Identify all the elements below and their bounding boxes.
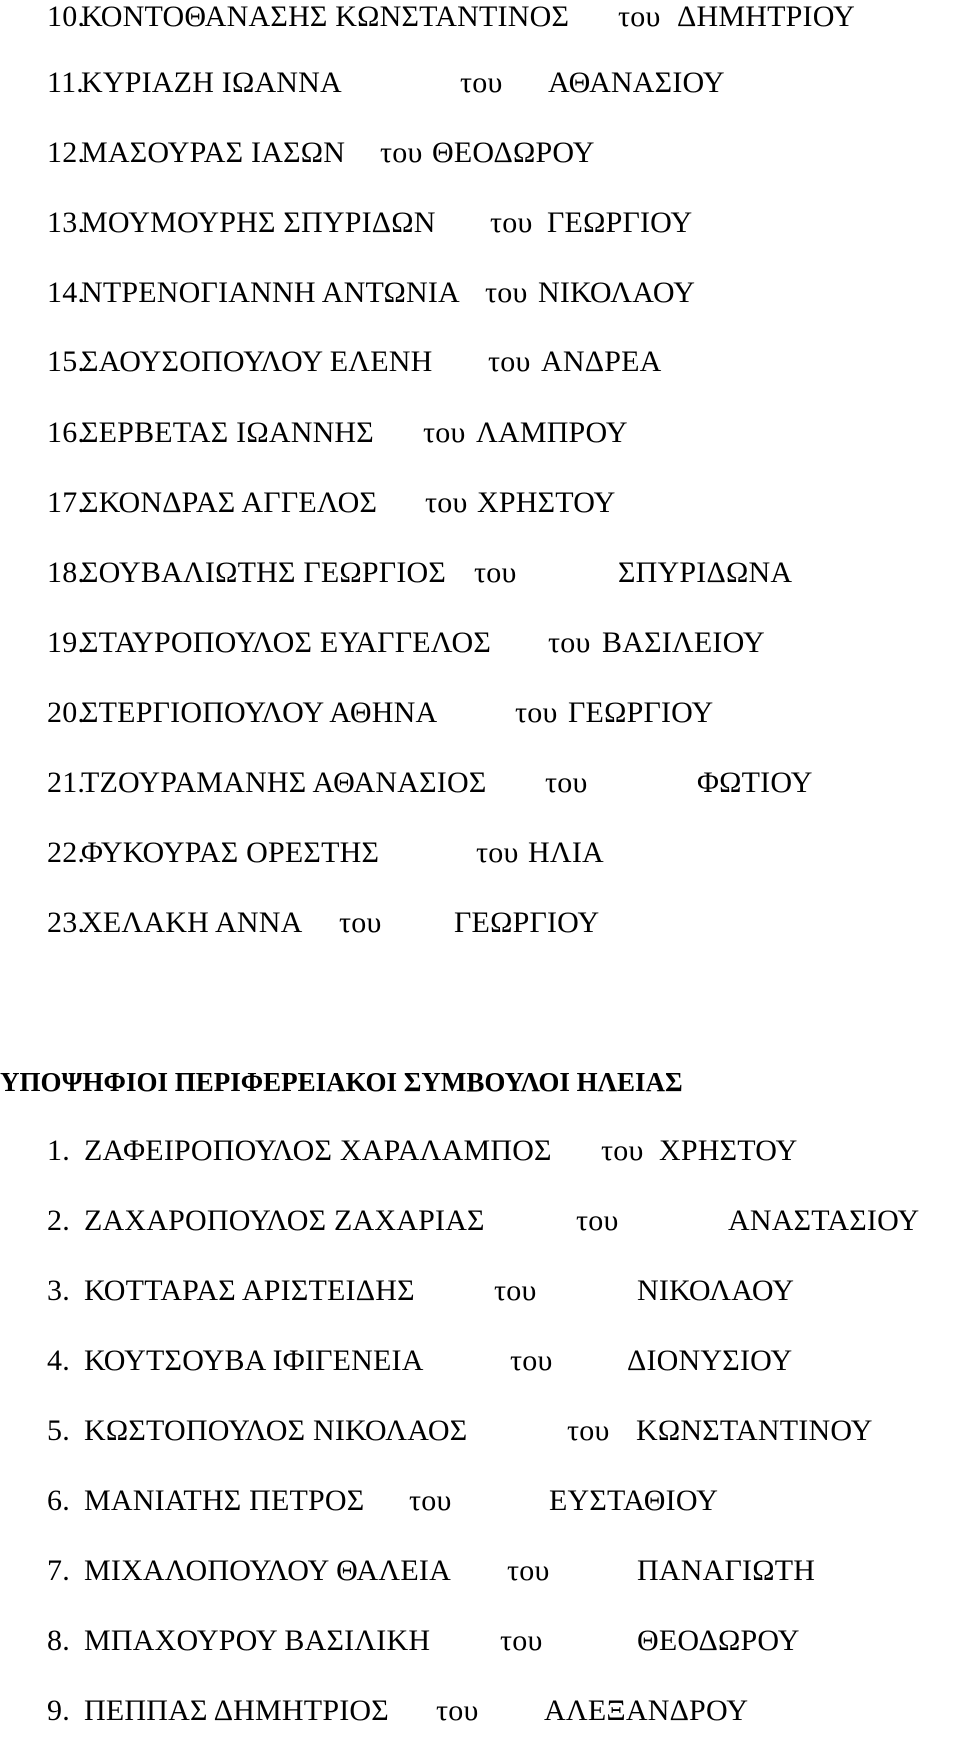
item-father: ΦΩΤΙΟΥ	[697, 766, 813, 799]
item-of: του	[339, 906, 382, 939]
item-father: ΝΙΚΟΛΑΟΥ	[538, 276, 696, 309]
item-of: του	[515, 696, 558, 729]
item-name: ΜΙΧΑΛΟΠΟΥΛΟΥ ΘΑΛΕΙΑ	[84, 1554, 451, 1587]
item-name: ΣΤΕΡΓΙΟΠΟΥΛΟΥ ΑΘΗΝΑ	[81, 696, 438, 729]
item-number: 10.	[47, 0, 86, 33]
item-name: ΣΑΟΥΣΟΠΟΥΛΟΥ ΕΛΕΝΗ	[81, 345, 433, 378]
item-father: ΕΥΣΤΑΘΙΟΥ	[549, 1484, 719, 1517]
item-father: ΓΕΩΡΓΙΟΥ	[568, 696, 714, 729]
item-number: 7.	[47, 1554, 70, 1587]
item-father: ΔΗΜΗΤΡΙΟΥ	[677, 0, 855, 33]
item-father: ΧΡΗΣΤΟΥ	[659, 1134, 798, 1167]
item-number: 12.	[47, 136, 86, 169]
item-number: 18.	[47, 556, 86, 589]
item-name: ΜΑΝΙΑΤΗΣ ΠΕΤΡΟΣ	[84, 1484, 365, 1517]
item-of: του	[485, 276, 528, 309]
item-of: του	[545, 766, 588, 799]
item-name: ΦΥΚΟΥΡΑΣ ΟΡΕΣΤΗΣ	[81, 836, 380, 869]
section-heading: ΥΠΟΨΗΦΙΟΙ ΠΕΡΙΦΕΡΕΙΑΚΟΙ ΣΥΜΒΟΥΛΟΙ ΗΛΕΙΑΣ	[0, 1067, 683, 1097]
item-number: 15.	[47, 345, 86, 378]
item-of: του	[476, 836, 519, 869]
item-of: του	[567, 1414, 610, 1447]
item-name: ΤΖΟΥΡΑΜΑΝΗΣ ΑΘΑΝΑΣΙΟΣ	[81, 766, 487, 799]
item-number: 5.	[47, 1414, 70, 1447]
item-father: ΚΩΝΣΤΑΝΤΙΝΟΥ	[636, 1414, 873, 1447]
item-of: του	[576, 1204, 619, 1237]
item-name: ΖΑΦΕΙΡΟΠΟΥΛΟΣ ΧΑΡΑΛΑΜΠΟΣ	[84, 1134, 552, 1167]
item-number: 20.	[47, 696, 86, 729]
item-father: ΒΑΣΙΛΕΙΟΥ	[602, 626, 765, 659]
item-father: ΑΝΑΣΤΑΣΙΟΥ	[728, 1204, 920, 1237]
item-of: του	[423, 416, 466, 449]
item-father: ΑΝΔΡΕΑ	[541, 345, 662, 378]
item-name: ΝΤΡΕΝΟΓΙΑΝΝΗ ΑΝΤΩΝΙΑ	[81, 276, 460, 309]
item-number: 9.	[47, 1694, 70, 1727]
item-name: ΜΠΑΧΟΥΡΟΥ ΒΑΣΙΛΙΚΗ	[84, 1624, 431, 1657]
item-father: ΑΛΕΞΑΝΔΡΟΥ	[544, 1694, 749, 1727]
item-father: ΗΛΙΑ	[528, 836, 604, 869]
item-name: ΚΟΥΤΣΟΥΒΑ ΙΦΙΓΕΝΕΙΑ	[84, 1344, 424, 1377]
item-number: 22.	[47, 836, 86, 869]
item-of: του	[494, 1274, 537, 1307]
item-father: ΝΙΚΟΛΑΟΥ	[637, 1274, 795, 1307]
item-father: ΓΕΩΡΓΙΟΥ	[547, 206, 693, 239]
item-father: ΣΠΥΡΙΔΩΝΑ	[618, 556, 793, 589]
item-number: 4.	[47, 1344, 70, 1377]
item-number: 13.	[47, 206, 86, 239]
item-father: ΧΡΗΣΤΟΥ	[477, 486, 616, 519]
item-of: του	[488, 345, 531, 378]
item-number: 8.	[47, 1624, 70, 1657]
item-of: του	[436, 1694, 479, 1727]
item-name: ΜΟΥΜΟΥΡΗΣ ΣΠΥΡΙΔΩΝ	[81, 206, 436, 239]
item-number: 1.	[47, 1134, 70, 1167]
item-number: 2.	[47, 1204, 70, 1237]
item-number: 3.	[47, 1274, 70, 1307]
item-name: ΣΟΥΒΑΛΙΩΤΗΣ ΓΕΩΡΓΙΟΣ	[81, 556, 447, 589]
item-father: ΘΕΟΔΩΡΟΥ	[432, 136, 595, 169]
item-name: ΚΟΝΤΟΘΑΝΑΣΗΣ ΚΩΝΣΤΑΝΤΙΝΟΣ	[81, 0, 570, 33]
item-father: ΑΘΑΝΑΣΙΟΥ	[548, 66, 725, 99]
item-name: ΠΕΠΠΑΣ ΔΗΜΗΤΡΙΟΣ	[84, 1694, 389, 1727]
item-father: ΠΑΝΑΓΙΩΤΗ	[637, 1554, 816, 1587]
item-father: ΔΙΟΝΥΣΙΟΥ	[627, 1344, 793, 1377]
item-name: ΣΚΟΝΔΡΑΣ ΑΓΓΕΛΟΣ	[81, 486, 378, 519]
item-name: ΣΤΑΥΡΟΠΟΥΛΟΣ ΕΥΑΓΓΕΛΟΣ	[81, 626, 492, 659]
item-number: 19.	[47, 626, 86, 659]
item-name: ΚΥΡΙΑΖΗ ΙΩΑΝΝΑ	[81, 66, 342, 99]
item-of: του	[500, 1624, 543, 1657]
item-of: του	[490, 206, 533, 239]
item-number: 16.	[47, 416, 86, 449]
item-name: ΖΑΧΑΡΟΠΟΥΛΟΣ ΖΑΧΑΡΙΑΣ	[84, 1204, 485, 1237]
item-name: ΜΑΣΟΥΡΑΣ ΙΑΣΩΝ	[81, 136, 346, 169]
item-of: του	[548, 626, 591, 659]
item-number: 11.	[47, 66, 84, 99]
item-of: του	[380, 136, 423, 169]
item-of: του	[409, 1484, 452, 1517]
item-of: του	[601, 1134, 644, 1167]
item-of: του	[460, 66, 503, 99]
item-name: ΣΕΡΒΕΤΑΣ ΙΩΑΝΝΗΣ	[81, 416, 374, 449]
item-number: 23.	[47, 906, 86, 939]
item-of: του	[618, 0, 661, 33]
item-father: ΛΑΜΠΡΟΥ	[476, 416, 628, 449]
item-name: ΧΕΛΑΚΗ ΑΝΝΑ	[81, 906, 303, 939]
item-number: 6.	[47, 1484, 70, 1517]
item-name: ΚΩΣΤΟΠΟΥΛΟΣ ΝΙΚΟΛΑΟΣ	[84, 1414, 468, 1447]
item-of: του	[510, 1344, 553, 1377]
item-of: του	[425, 486, 468, 519]
item-name: ΚΟΤΤΑΡΑΣ ΑΡΙΣΤΕΙΔΗΣ	[84, 1274, 415, 1307]
item-father: ΓΕΩΡΓΙΟΥ	[454, 906, 600, 939]
item-number: 17.	[47, 486, 86, 519]
item-of: του	[507, 1554, 550, 1587]
item-number: 21.	[47, 766, 86, 799]
item-number: 14.	[47, 276, 86, 309]
item-father: ΘΕΟΔΩΡΟΥ	[637, 1624, 800, 1657]
item-of: του	[474, 556, 517, 589]
